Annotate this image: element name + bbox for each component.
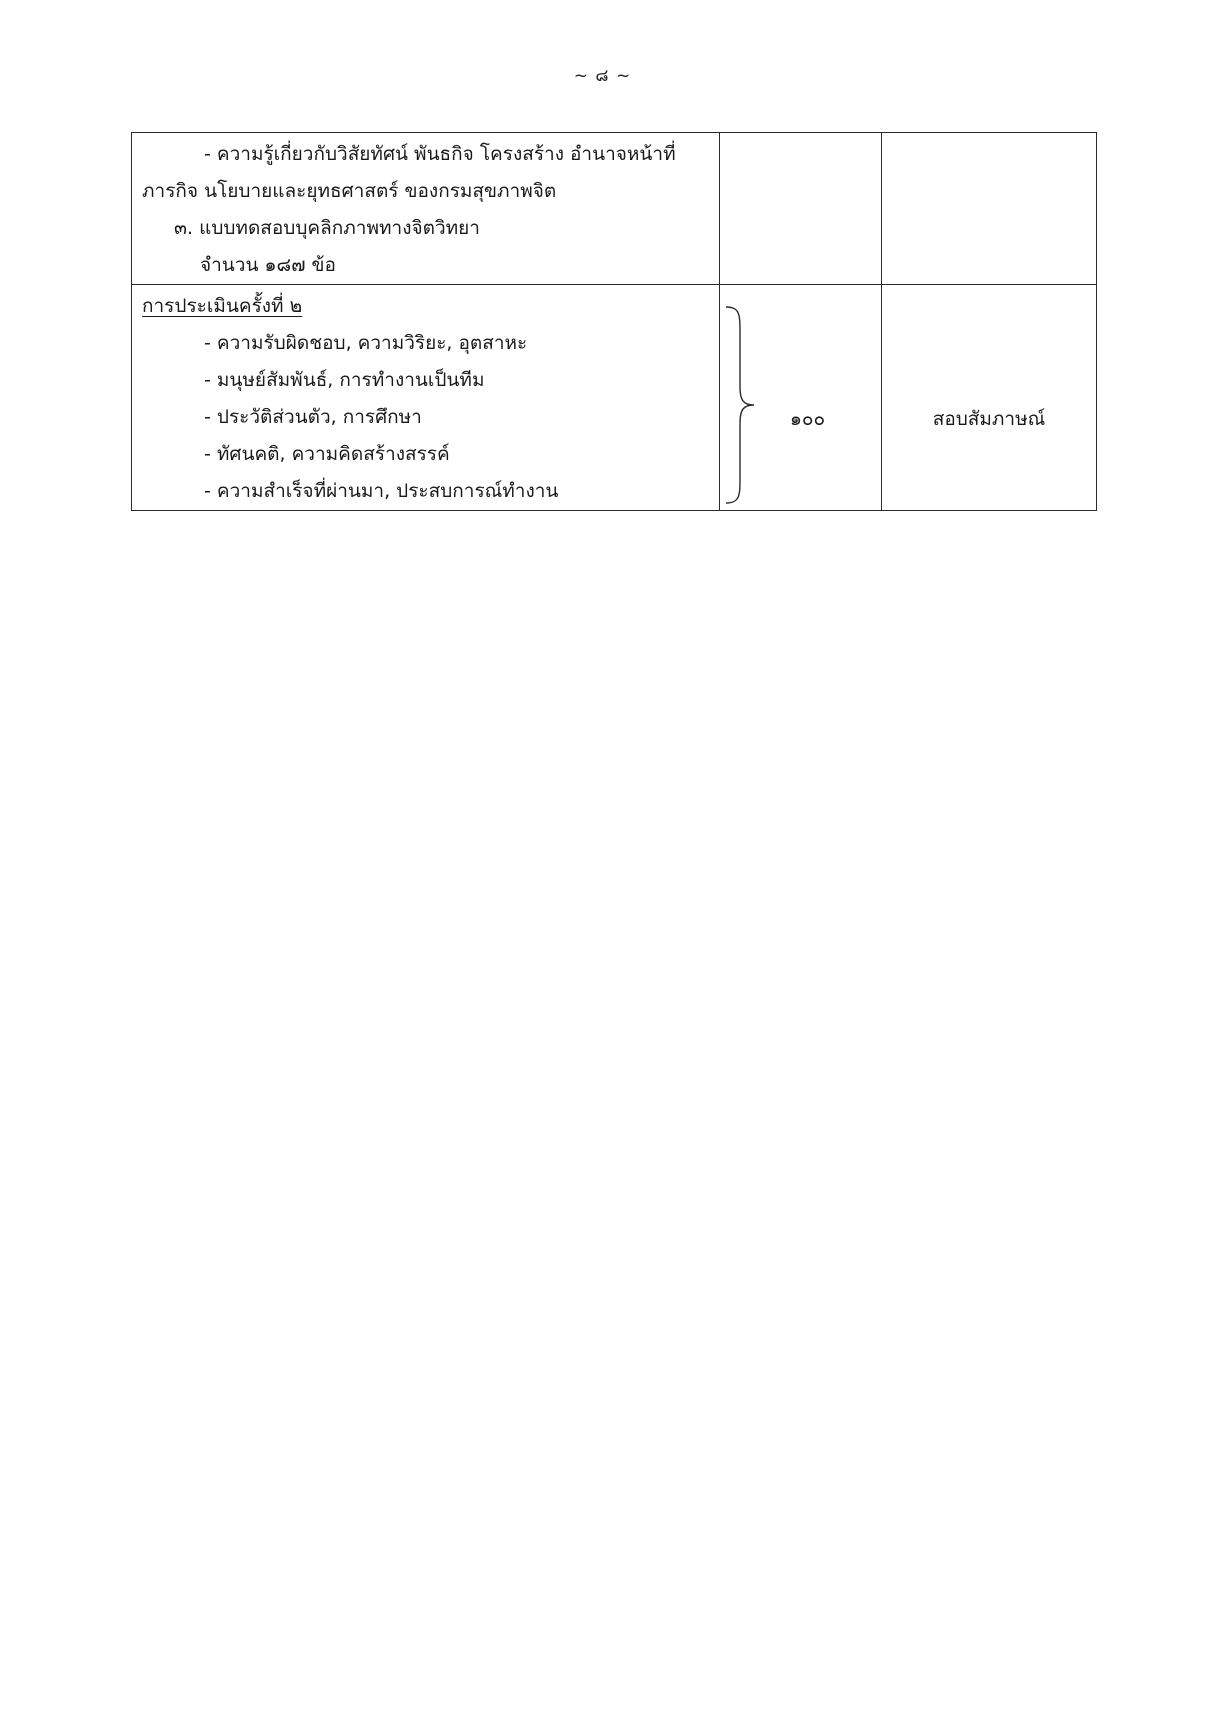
criteria-line: จำนวน ๑๘๗ ข้อ — [200, 254, 336, 276]
list-item: - ประวัติส่วนตัว, การศึกษา — [204, 406, 422, 428]
list-item: - ทัศนคติ, ความคิดสร้างสรรค์ — [204, 443, 450, 465]
score-cell — [720, 285, 882, 511]
criteria-cell — [132, 133, 720, 285]
assessment-table — [131, 132, 1097, 511]
criteria-line: ๓. แบบทดสอบบุคลิกภาพทางจิตวิทยา — [174, 217, 480, 239]
method-cell — [882, 285, 1097, 511]
method-value: สอบสัมภาษณ์ — [932, 408, 1046, 430]
table-row — [132, 285, 1097, 511]
table-row — [132, 133, 1097, 285]
method-cell — [882, 133, 1097, 285]
page-number: ~ ๘ ~ — [573, 66, 632, 86]
score-value: ๑๐๐ — [789, 408, 826, 430]
section-heading: การประเมินครั้งที่ ๒ — [142, 295, 303, 317]
list-item: - ความรับผิดชอบ, ความวิริยะ, อุตสาหะ — [204, 332, 528, 354]
list-item: - ความสำเร็จที่ผ่านมา, ประสบการณ์ทำงาน — [204, 480, 559, 502]
score-cell — [720, 133, 882, 285]
criteria-cell — [132, 285, 720, 511]
criteria-line: - ความรู้เกี่ยวกับวิสัยทัศน์ พันธกิจ โครงสร้าง อำนาจหน้าที่ — [204, 143, 676, 165]
criteria-line: ภารกิจ นโยบายและยุทธศาสตร์ ของกรมสุขภาพจิต — [142, 180, 557, 202]
list-item: - มนุษย์สัมพันธ์, การทำงานเป็นทีม — [204, 369, 485, 391]
